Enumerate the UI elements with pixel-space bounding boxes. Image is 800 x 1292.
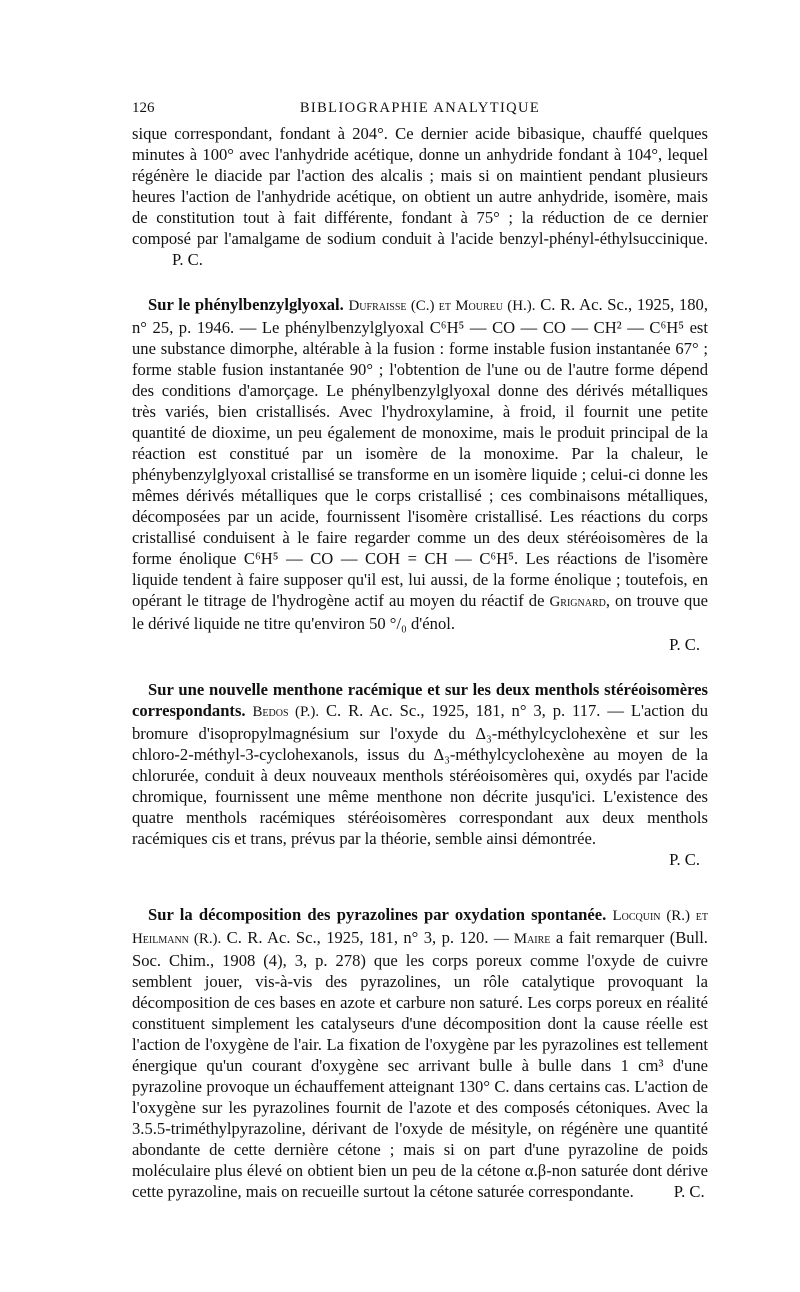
signature: P. C. [673, 1182, 705, 1201]
signature: P. C. [669, 850, 700, 869]
abstract-paragraph [132, 904, 708, 1202]
running-head-title: BIBLIOGRAPHIE ANALYTIQUE [299, 100, 541, 116]
abstract-body: — L'action du bromure d'isopropylmagnésium sur l'oxyde du Δ₃-méthylcyclohexène et sur les chloro-2-méthyl-3-cyclohexanols, issus du Δ₃-méthylcyclohexène au moyen de la chlorurée, conduit à deux nouveaux menthols stéréoisomères qui, oxydés par l'acide chromique, fournissent une même menthone non décrite jusqu'ici. L'existence des quatre menthols racémiques stéréoisomères correspondant aux deux menthols racémiques cis et trans, prévus par la théorie, semble ainsi démontrée. [132, 701, 708, 848]
page-number: 126 [132, 100, 155, 116]
abstract-body: a fait remarquer (Bull. Soc. Chim., 1908 (4), 3, p. 278) que les corps poreux comme l'oxyde de cuivre semblent jouer, vis-à-vis des pyrazolines, un rôle catalytique provoquant la décomposition de ces bases en azote et carbure non saturé. Les corps poreux en réalité constituent simplement les catalyseurs d'une décomposition dont la cause réelle est l'action de l'oxygène de l'air. La fixation de l'oxygène par les pyrazolines est tellement énergique qu'un courant d'oxygène sec arrivant bulle à bulle dans 1 cm³ d'une pyrazoline provoque un échauffement atteignant 130° C. dans certains cas. L'action de l'oxygène sur les pyrazolines fournit de l'azote et des composés cétoniques. Avec la 3.5.5-triméthylpyrazoline, dérivant de l'oxyde de mésityle, on régénère une quantité abondante de cette dernière cétone ; mais si on part d'une pyrazoline de poids moléculaire plus élevé on obtient bien un peu de la cétone α.β-non saturée dont dérive cette pyrazoline, mais on recueille surtout la cétone saturée correspondante. [132, 928, 708, 1201]
abstract-title: Sur la décomposition des pyrazolines par oxydation spontanée. [148, 905, 607, 924]
continued-text: sique correspondant, fondant à 204°. Ce dernier acide bibasique, chauffé quelques minutes à 100° avec l'anhydride acétique, donne un anhydride fondant à 104°, lequel régénère le diacide par l'action des alcalis ; mais si on maintient pendant plusieurs heures l'action de l'anhydride acétique, on obtient un autre anhydride, isomère, mais de constitution tout à fait différente, fondant à 75° ; la réduction de ce dernier composé par l'amalgame de sodium conduit à l'acide benzyl-phényl-éthylsuccinique. [132, 124, 708, 248]
abstract-authors: Bedos (P.). [252, 704, 320, 720]
abstract-paragraph [132, 679, 708, 849]
abstract-paragraph [132, 294, 708, 634]
running-head [132, 100, 708, 122]
signature: P. C. [172, 250, 203, 269]
body-text [132, 123, 708, 1202]
abstract-pyrazolines [132, 904, 708, 1202]
signature: P. C. [669, 635, 700, 654]
abstract-citation: C. R. Ac. Sc., 1925, 181, n° 3, p. 117. [325, 701, 601, 720]
abstract-menthone [132, 679, 708, 870]
abstract-title: Sur le phénylbenzylglyoxal. [148, 295, 344, 314]
abstract-body-smallcaps: Grignard [549, 594, 606, 610]
abstract-body-smallcaps: — Maire [493, 931, 551, 947]
abstract-body: — Le phénylbenzylglyoxal C⁶H⁵ — CO — CO — CH² — C⁶H⁵ est une substance dimorphe, altérable à la fusion : forme instable fusion instantanée 67° ; forme stable fusion instantanée 90° ; l'obtention de l'une ou de l'autre forme dépend des conditions d'amorçage. Le phénylbenzylglyoxal donne des dérivés métalliques très variés, bien cristallisés. Avec l'hydroxylamine, à froid, il fournit une petite quantité de dioxime, un peu également de monoxime, mais le produit principal de la réaction est constitué par un isomère de la monoxime. Par la chaleur, le phénybenzylglyoxal cristallisé se transforme en un isomère liquide ; celui-ci donne les mêmes dérivés métalliques que le corps cristallisé ; ces combinaisons métalliques, décomposées par un acide, fournissent l'isomère cristallisé. Les réactions du corps cristallisé conduisent à le faire regarder comme un des deux stéréoisomères de la forme énolique C⁶H⁵ — CO — COH = CH — C⁶H⁵. Les réactions de l'isomère liquide tendent à faire supposer qu'il est, lui aussi, de la forme énolique ; toutefois, en opérant le titrage de l'hydrogène actif au moyen du réactif de [132, 318, 709, 610]
abstract-authors: Dufraisse (C.) et Moureu (H.). [348, 298, 536, 314]
abstract-citation: C. R. Ac. Sc., 1925, 180, n° 25, p. 1946. [132, 295, 708, 337]
abstract-citation: C. R. Ac. Sc., 1925, 181, n° 3, p. 120. [226, 928, 489, 947]
abstract-title: Sur une nouvelle menthone racémique et sur les deux menthols stéréoisomères correspondants. [132, 680, 708, 720]
abstract-phenylbenzylglyoxal [132, 294, 708, 655]
continued-paragraph [132, 123, 708, 270]
abstract-authors: Locquin (R.) et Heilmann (R.). [132, 908, 708, 947]
continued-abstract [132, 123, 708, 270]
abstract-body-end: , on trouve que le dérivé liquide ne titre qu'environ 50 °/₀ d'énol. [132, 591, 708, 633]
